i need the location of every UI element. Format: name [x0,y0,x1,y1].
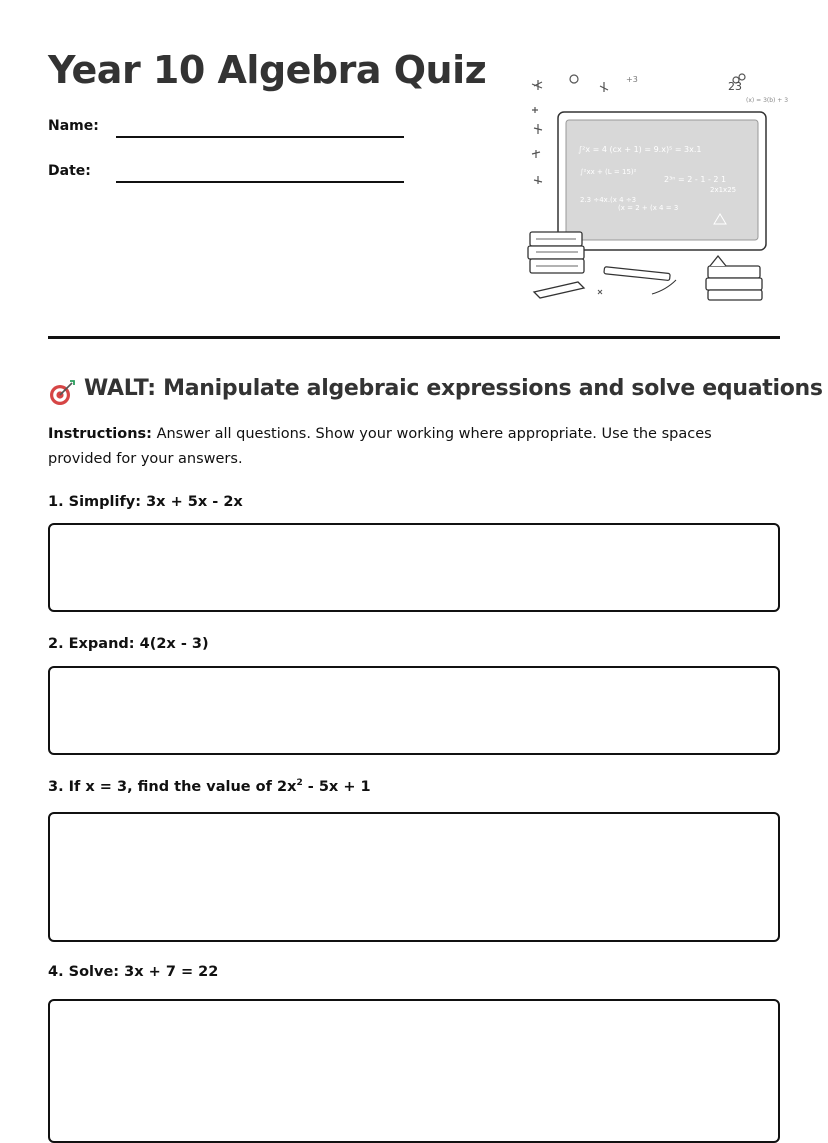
question-3-text-end: - 5x + 1 [302,778,371,795]
instructions-label: Instructions: [48,426,152,442]
board-line-1: ∫²x = 4 (cx + 1) = 9.x)⁵ = 3x.1 [578,145,702,154]
name-field [48,118,408,142]
board-line-2: ∫²xx + (L = 15)² [580,168,637,176]
answer-box-1[interactable] [48,523,780,612]
quiz-page [48,0,823,1118]
board-line-5: 2.3 ÷4x.(x 4 ÷3 [580,196,637,204]
name-label: Name: [48,118,99,134]
question-2-label: 2. Expand: 4(2x - 3) [48,636,209,652]
board-line-3: 2³ⁿ = 2 - 1 - 2 1 [664,175,727,184]
question-3-text: 3. If x = 3, find the value of 2x [48,778,297,795]
board-line-4: 2x1x25 [710,186,737,194]
target-icon [48,379,76,407]
page-title: Year 10 Algebra Quiz [48,48,487,92]
question-1-label: 1. Simplify: 3x + 5x - 2x [48,494,243,510]
question-4-label: 4. Solve: 3x + 7 = 22 [48,964,219,980]
walt-text: WALT: Manipulate algebraic expressions and solve equations [84,376,823,401]
section-divider [48,336,780,339]
answer-box-4[interactable] [48,999,780,1143]
date-field [48,163,408,187]
chalkboard-with-books-icon [526,62,789,308]
name-line[interactable] [116,136,404,138]
question-3-label [48,778,371,795]
date-label: Date: [48,163,91,179]
board-top-small: +3 [626,75,638,84]
answer-box-2[interactable] [48,666,780,755]
instructions-text: Answer all questions. Show your working where appropriate. Use the spaces provided for your answers. [48,426,712,467]
answer-box-3[interactable] [48,812,780,942]
walt-heading [48,376,823,406]
instructions [48,422,768,472]
board-top-number: 23 [728,80,742,93]
question-3-exponent: 2 [296,778,303,788]
board-side-small: (x) = 3(b) + 3 [746,97,789,104]
board-line-6: (x = 2 + (x 4 = 3 [618,204,679,212]
date-line[interactable] [116,181,404,183]
